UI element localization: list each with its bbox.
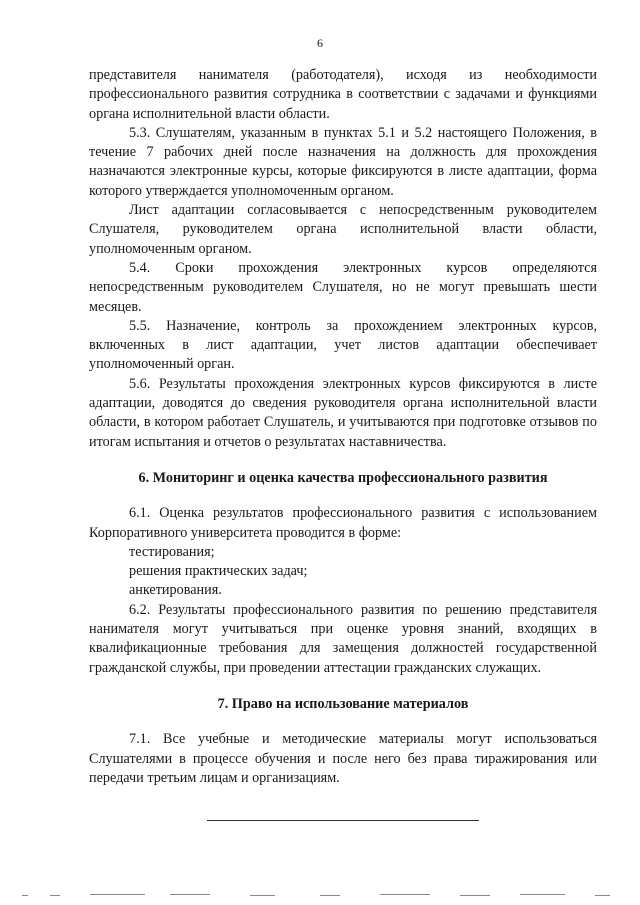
document-body — [89, 66, 597, 788]
paragraph-continuation: представителя нанимателя (работодателя), исходя из необходимости профессионального развития сотрудника в соответствии с задачами и функциями органа исполнительной власти области. — [89, 67, 597, 122]
paragraph-5-5: 5.5. Назначение, контроль за прохождением электронных курсов, включенных в лист адаптации, учет листов адаптации обеспечивает уполномоченный орган. — [89, 317, 597, 373]
paragraph-5-4: 5.4. Сроки прохождения электронных курсов определяются непосредственным руководителем Слушателя, но не могут превышать шести месяцев. — [89, 259, 597, 315]
paragraph-5-3: 5.3. Слушателям, указанным в пунктах 5.1 и 5.2 настоящего Положения, в течение 7 рабочих дней после назначения на должность для прохождения назначаются электронные курсы, которые фиксируются в листе адаптации, форма которого утверждается уполномоченным органом. — [89, 124, 597, 199]
list-item: решения практических задач; — [129, 563, 308, 580]
paragraph-7-1: 7.1. Все учебные и методические материалы могут использоваться Слушателями в процессе обучения и после него без права тиражирования или передачи третьим лицам и организациям. — [89, 731, 597, 786]
paragraph-5-6: 5.6. Результаты прохождения электронных курсов фиксируются в листе адаптации, доводятся до сведения руководителя органа исполнительной власти области, в котором работает Слушатель, и учитываются при подготовке отзывов по итогам испытания и отчетов о результатах наставничества. — [89, 375, 597, 450]
paragraph-6-2: 6.2. Результаты профессионального развития по решению представителя нанимателя могут учитываться при оценке уровня знаний, входящих в квалификационные требования для замещения должностей государственной гражданской службы, при проведении аттестации гражданских служащих. — [89, 601, 597, 676]
page-number: 6 — [317, 36, 323, 50]
section-heading-7: 7. Право на использование материалов — [217, 695, 469, 712]
list-item: тестирования; — [129, 543, 215, 560]
paragraph-6-1: 6.1. Оценка результатов профессионального развития с использованием Корпоративного университета проводится в форме: — [89, 505, 597, 541]
paragraph-adaptation-sheet: Лист адаптации согласовывается с непосредственным руководителем Слушателя, руководителем органа исполнительной власти области, уполномоченным органом. — [89, 202, 597, 257]
end-rule — [207, 820, 479, 821]
scan-artifact-dots — [20, 893, 620, 897]
list-item: анкетирования. — [129, 582, 222, 599]
section-heading-6: 6. Мониторинг и оценка качества профессионального развития — [138, 469, 548, 486]
